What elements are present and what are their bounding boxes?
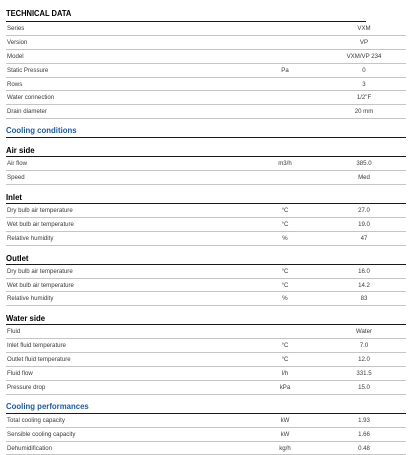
spec-value: Med	[358, 174, 370, 182]
spec-row-inlet-fluid-temp	[6, 339, 406, 353]
spec-label: Outlet fluid temperature	[7, 356, 71, 364]
spec-label: Relative humidity	[7, 234, 54, 242]
spec-label: Dehumidification	[7, 444, 53, 452]
spec-value: 0.48	[358, 444, 370, 452]
spec-label: Speed	[7, 174, 25, 182]
spec-unit: kW	[280, 416, 290, 424]
spec-label: Dry bulb air temperature	[7, 207, 73, 215]
spec-label: Drain diameter	[7, 108, 47, 116]
water-side-heading: Water side	[6, 311, 406, 325]
spec-label: Static Pressure	[7, 66, 49, 74]
spec-row-fluid-flow	[6, 367, 406, 381]
spec-value: 1.93	[358, 416, 370, 424]
spec-row-outlet-humidity	[6, 292, 406, 306]
spec-label: Pressure drop	[7, 383, 46, 391]
spec-unit: °C	[281, 220, 289, 228]
spec-value: 83	[360, 295, 368, 303]
spec-unit: °C	[281, 267, 289, 275]
spec-row-outlet-wet-bulb	[6, 279, 406, 293]
spec-unit: °C	[281, 207, 289, 215]
spec-value: 15.0	[358, 383, 370, 391]
spec-label: Relative humidity	[7, 295, 54, 303]
spec-row-total-cooling-capacity	[6, 414, 406, 428]
spec-row-water-connection	[6, 91, 406, 105]
spec-label: Series	[7, 25, 25, 32]
spec-label: Sensible cooling capacity	[7, 430, 76, 438]
spec-label: Inlet fluid temperature	[7, 342, 66, 350]
spec-row-dehumidification	[6, 442, 406, 455]
spec-unit: °C	[281, 281, 289, 289]
spec-unit: %	[282, 295, 288, 303]
spec-row-inlet-wet-bulb	[6, 218, 406, 232]
spec-unit: l/h	[281, 370, 289, 378]
spec-row-series	[6, 22, 406, 36]
cooling-conditions-heading: Cooling conditions	[6, 119, 406, 138]
spec-value: 12.0	[358, 356, 370, 364]
spec-value: VP	[359, 38, 369, 46]
spec-label: Fluid	[7, 328, 21, 336]
spec-value: 3	[362, 80, 366, 88]
spec-label: Total cooling capacity	[7, 416, 65, 424]
spec-unit: °C	[281, 342, 289, 350]
spec-unit: %	[282, 234, 288, 242]
spec-row-outlet-fluid-temp	[6, 353, 406, 367]
spec-label: Rows	[7, 80, 23, 88]
spec-value: 20 mm	[354, 108, 374, 116]
document-title: TECHNICAL DATA	[6, 0, 366, 22]
inlet-heading: Inlet	[6, 190, 406, 204]
spec-row-speed	[6, 171, 406, 185]
spec-value: 47	[360, 234, 368, 242]
spec-label: Model	[7, 52, 24, 60]
spec-row-version	[6, 36, 406, 50]
spec-row-static-pressure	[6, 64, 406, 78]
spec-value: 27.0	[358, 207, 370, 215]
spec-row-fluid	[6, 325, 406, 339]
spec-unit: Pa	[281, 66, 289, 74]
spec-value: 331.5	[356, 370, 372, 378]
spec-unit: kW	[280, 430, 290, 438]
technical-data-sheet	[6, 0, 406, 455]
spec-label: Wet bulb air temperature	[7, 220, 74, 228]
air-side-heading: Air side	[6, 143, 406, 157]
spec-value: VXM/VP 234	[346, 52, 382, 60]
spec-row-rows	[6, 78, 406, 92]
spec-value: 1.66	[358, 430, 370, 438]
spec-label: Wet bulb air temperature	[7, 281, 74, 289]
spec-value: 19.0	[358, 220, 370, 228]
spec-row-inlet-humidity	[6, 232, 406, 246]
spec-value: 7.0	[359, 342, 369, 350]
spec-row-drain-diameter	[6, 105, 406, 119]
spec-value: 0	[362, 66, 366, 74]
spec-unit: °C	[281, 356, 289, 364]
cooling-performances-heading: Cooling performances	[6, 395, 406, 414]
spec-value: 1/2"F	[356, 94, 372, 102]
spec-label: Water connection	[7, 94, 55, 102]
spec-value: 16.0	[358, 267, 370, 275]
spec-value: 385.0	[356, 160, 372, 168]
spec-label: Fluid flow	[7, 370, 33, 378]
spec-row-air-flow	[6, 157, 406, 171]
spec-value: Water	[355, 328, 373, 336]
spec-row-outlet-dry-bulb	[6, 265, 406, 279]
spec-unit: m3/h	[278, 160, 292, 168]
spec-value: VXM	[357, 25, 371, 32]
spec-value: 14.2	[358, 281, 370, 289]
spec-unit: kg/h	[279, 444, 291, 452]
spec-row-model	[6, 50, 406, 64]
spec-row-sensible-cooling-capacity	[6, 428, 406, 442]
spec-unit: kPa	[279, 383, 291, 391]
spec-row-inlet-dry-bulb	[6, 204, 406, 218]
spec-row-pressure-drop	[6, 381, 406, 395]
spec-label: Air flow	[7, 160, 27, 168]
general-specs-table	[6, 22, 406, 119]
spec-label: Dry bulb air temperature	[7, 267, 73, 275]
spec-label: Version	[7, 38, 28, 46]
outlet-heading: Outlet	[6, 251, 406, 265]
